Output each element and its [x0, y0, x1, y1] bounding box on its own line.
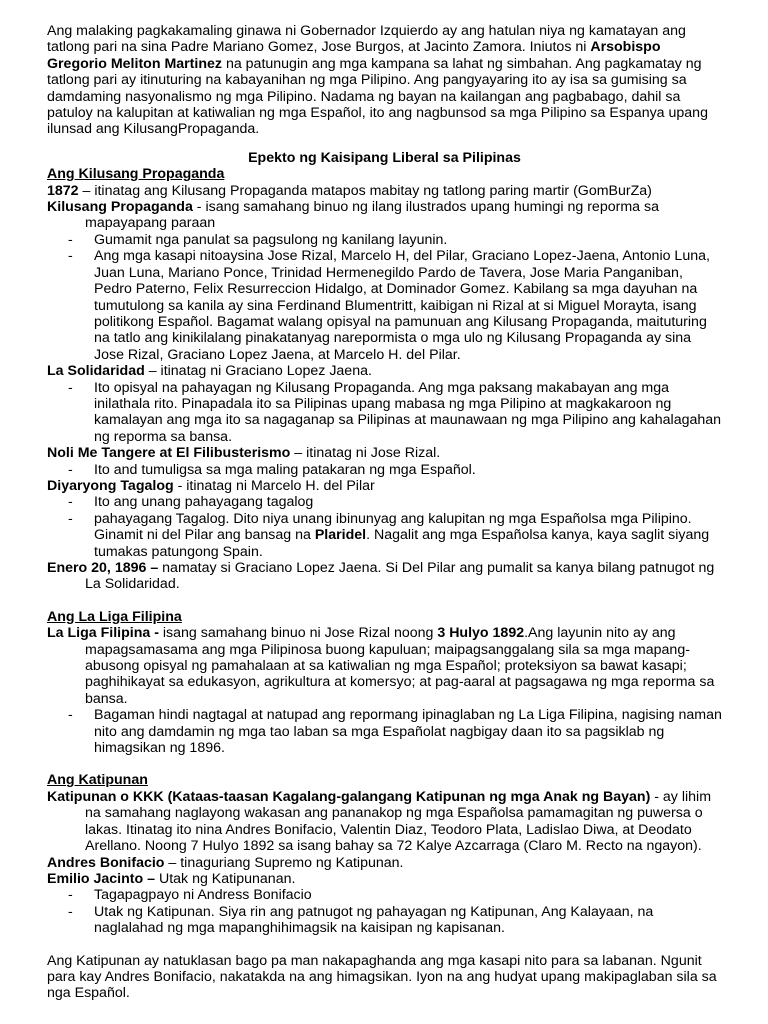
list-item-text: pahayagang Tagalog. Dito niya unang ibinunyag ang kalupitan ng mga Españolsa mga Pilipino. Ginamit ni del Pilar ang bansag na — [94, 510, 692, 544]
noli-line — [47, 445, 722, 461]
intro-text-rest: na patunugin ang mga kampana sa lahat ng simbahan. Ang pagkamatay ng tatlong pari ay itinuturing na kabayanihan ng mga Pilipino. Ang pangyayaring ito ay isa sa gumising sa damdaming nasyonalismo ng mga Pilipino. Nadama ng bayan na kailangan ang pagbabago, dahil sa patuloy na kalupitan at katiwalian ng mga Español, ito ang nagbunsod sa mga Pilipino sa Espanya upang ilunsad ang KilusangPropaganda. — [47, 55, 708, 138]
date-label: Enero 20, 1896 – — [47, 560, 159, 576]
liga-definition — [47, 625, 722, 707]
term-label: La Solidaridad — [47, 363, 145, 380]
solidaridad-list — [47, 380, 722, 446]
propaganda-list — [47, 232, 722, 363]
intro-bold-name: Arsobispo Gregorio Meliton Martinez — [47, 39, 661, 72]
term-label: Noli Me Tangere at El Filibusterismo — [47, 445, 291, 462]
term-text: - isang samahang binuo ng ilang ilustrados upang humingi ng reporma sa mapayapang paraan — [85, 199, 659, 232]
emilio-list — [47, 887, 722, 936]
propaganda-year-line — [47, 183, 722, 199]
katipunan-definition — [47, 789, 722, 855]
intro-text: Ang malaking pagkakamaling ginawa ni Gobernador Izquierdo ay ang hatulan niya ng kamatayan ang tatlong pari na sina Padre Mariano Gomez, Jose Burgos, at Jacinto Zamora. Iniutos ni — [47, 23, 686, 56]
section-spacer — [47, 593, 722, 609]
closing-paragraph: Ang Katipunan ay natuklasan bago pa man nakapaghanda ang mga kasapi nito para sa labanan. Ngunit para kay Andres Bonifacio, nakatakda na ang himagsikan. Iyon na ang hudyat upang makipaglaban sila sa nga Español. — [47, 952, 717, 1002]
term-text: .Ang layunin nito ay ang mapagsamasama ang mga Pilipinosa buong kapuluan; maipagsanggalang sila sa mga mapang-abusong opisyal ng pamahalaan at sa katiwalian ng mga Español; proteksiyon sa bawat kasapi; paghihikayat sa edukasyon, agrikultura at komersyo; at pag-aaral at pagsagawa ng mga reporma sa bansa. — [85, 625, 715, 707]
solidaridad-line — [47, 363, 722, 379]
list-item: - Gumamit nga panulat sa pagsulong ng kanilang layunin. — [94, 232, 722, 248]
date-text: namatay si Graciano Lopez Jaena. Si Del Pilar ang pumalit sa kanya bilang patnugot ng La Solidaridad. — [85, 560, 715, 593]
andres-line — [47, 855, 722, 871]
term-text: – itinatag ni Graciano Lopez Jaena. — [144, 363, 372, 380]
document-title: Epekto ng Kaisipang Liberal sa Pilipinas — [248, 149, 521, 166]
noli-list — [47, 462, 722, 478]
term-label: Diyaryong Tagalog — [47, 477, 174, 494]
heading-katipunan: Ang Katipunan — [47, 772, 148, 789]
emilio-line — [47, 871, 722, 887]
term-label: Emilio Jacinto – — [47, 870, 156, 887]
list-item: - Tagapagpayo ni Andress Bonifacio — [94, 887, 722, 903]
term-text: - itinatag ni Marcelo H. del Pilar — [173, 477, 375, 494]
year-label: 1872 — [47, 182, 79, 199]
term-label: La Liga Filipina - — [47, 625, 159, 642]
term-text: – itinatag ni Jose Rizal. — [290, 445, 441, 462]
section-spacer — [47, 756, 722, 772]
diyaryo-line — [47, 478, 722, 494]
term-text: – tinaguriang Supremo ng Katipunan. — [164, 854, 404, 871]
term-label: Andres Bonifacio — [47, 854, 165, 871]
term-text: Utak ng Katipunanan. — [155, 870, 296, 887]
term-text: - ay lihim na samahang naglayong wakasan ang pananakop ng mga Españolsa pamamagitan ng puwersa o lakas. Itinatag ito nina Andres Bonifacio, Valentin Diaz, Teodoro Plata, Ladislao Diwa, at Deodato Arellano. Noong 7 Hulyo 1892 sa isang bahay sa 72 Kalye Azcarraga (Claro M. Recto na ngayon). — [85, 788, 712, 855]
plaridel-bold: Plaridel — [314, 527, 367, 544]
list-item — [94, 511, 722, 560]
list-item: - Utak ng Katipunan. Siya rin ang patnugot ng pahayagan ng Katipunan, Ang Kalayaan, na naglalahad ng mga mapanghihimagsik na kaisipan ng kapisanan. — [94, 904, 722, 937]
list-item: - Ito and tumuligsa sa mga maling patakaran ng mga Español. — [94, 462, 722, 478]
list-item: - Ito ang unang pahayagang tagalog — [94, 494, 722, 510]
term-label: Katipunan o KKK (Kataas-taasan Kagalang-galangang Katipunan ng mga Anak ng Bayan) — [47, 788, 651, 805]
date-bold: 3 Hulyo 1892 — [437, 625, 525, 642]
heading-liga: Ang La Liga Filipina — [47, 608, 182, 625]
term-label: Kilusang Propaganda — [47, 199, 193, 216]
diyaryo-list — [47, 494, 722, 560]
list-item: - Ang mga kasapi nitoaysina Jose Rizal, Marcelo H, del Pilar, Graciano Lopez-Jaena, Antonio Luna, Juan Luna, Mariano Ponce, Trinidad Hermenegildo Pardo de Tavera, Jose Maria Panganiban, Pedro Paterno, Felix Resurreccion Hidalgo, at Dominador Gomez. Kabilang sa mga dayuhan na tumutulong sa kanila ay sina Ferdinand Blumentritt, kaibigan ni Rizal at si Miguel Morayta, isang politikong Español. Bagamat walang opisyal na pamunuan ang Kilusang Propaganda, maituturing na tatlo ang kinikilalang pinakatanyag narepormista o mga ulo ng Kilusang Propaganda ay sina Jose Rizal, Graciano Lopez Jaena, at Marcelo H. del Pilar. — [94, 248, 722, 363]
heading-propaganda: Ang Kilusang Propaganda — [47, 166, 225, 183]
list-item: - Ito opisyal na pahayagan ng Kilusang Propaganda. Ang mga paksang makabayan ang mga inilathala rito. Pinapadala ito sa Pilipinas upang mabasa ng mga Pilipino at magkakaroon ng kamalayan ang mga ito sa nagaganap sa Pilipinas at maunawaan ng mga Pilipino ang kahalagahan ng reporma sa bansa. — [94, 380, 722, 446]
intro-paragraph — [47, 23, 722, 138]
year-text: – itinatag ang Kilusang Propaganda matapos mabitay ng tatlong paring martir (GomBurZa) — [78, 182, 652, 199]
liga-list — [47, 707, 722, 756]
term-text: isang samahang binuo ni Jose Rizal noong — [158, 625, 438, 642]
list-item: - Bagaman hindi nagtagal at natupad ang repormang ipinaglaban ng La Liga Filipina, nagising naman nito ang damdamin ng mga tao laban sa mga Españolat nagbigay daan ito sa pagsiklab ng himagsikan ng 1896. — [94, 707, 722, 756]
list-item-text: . Nagalit ang mga Españolsa kanya, kaya saglit siyang tumakas patungong Spain. — [94, 527, 710, 560]
enero-line — [47, 560, 722, 593]
propaganda-definition — [47, 199, 722, 232]
